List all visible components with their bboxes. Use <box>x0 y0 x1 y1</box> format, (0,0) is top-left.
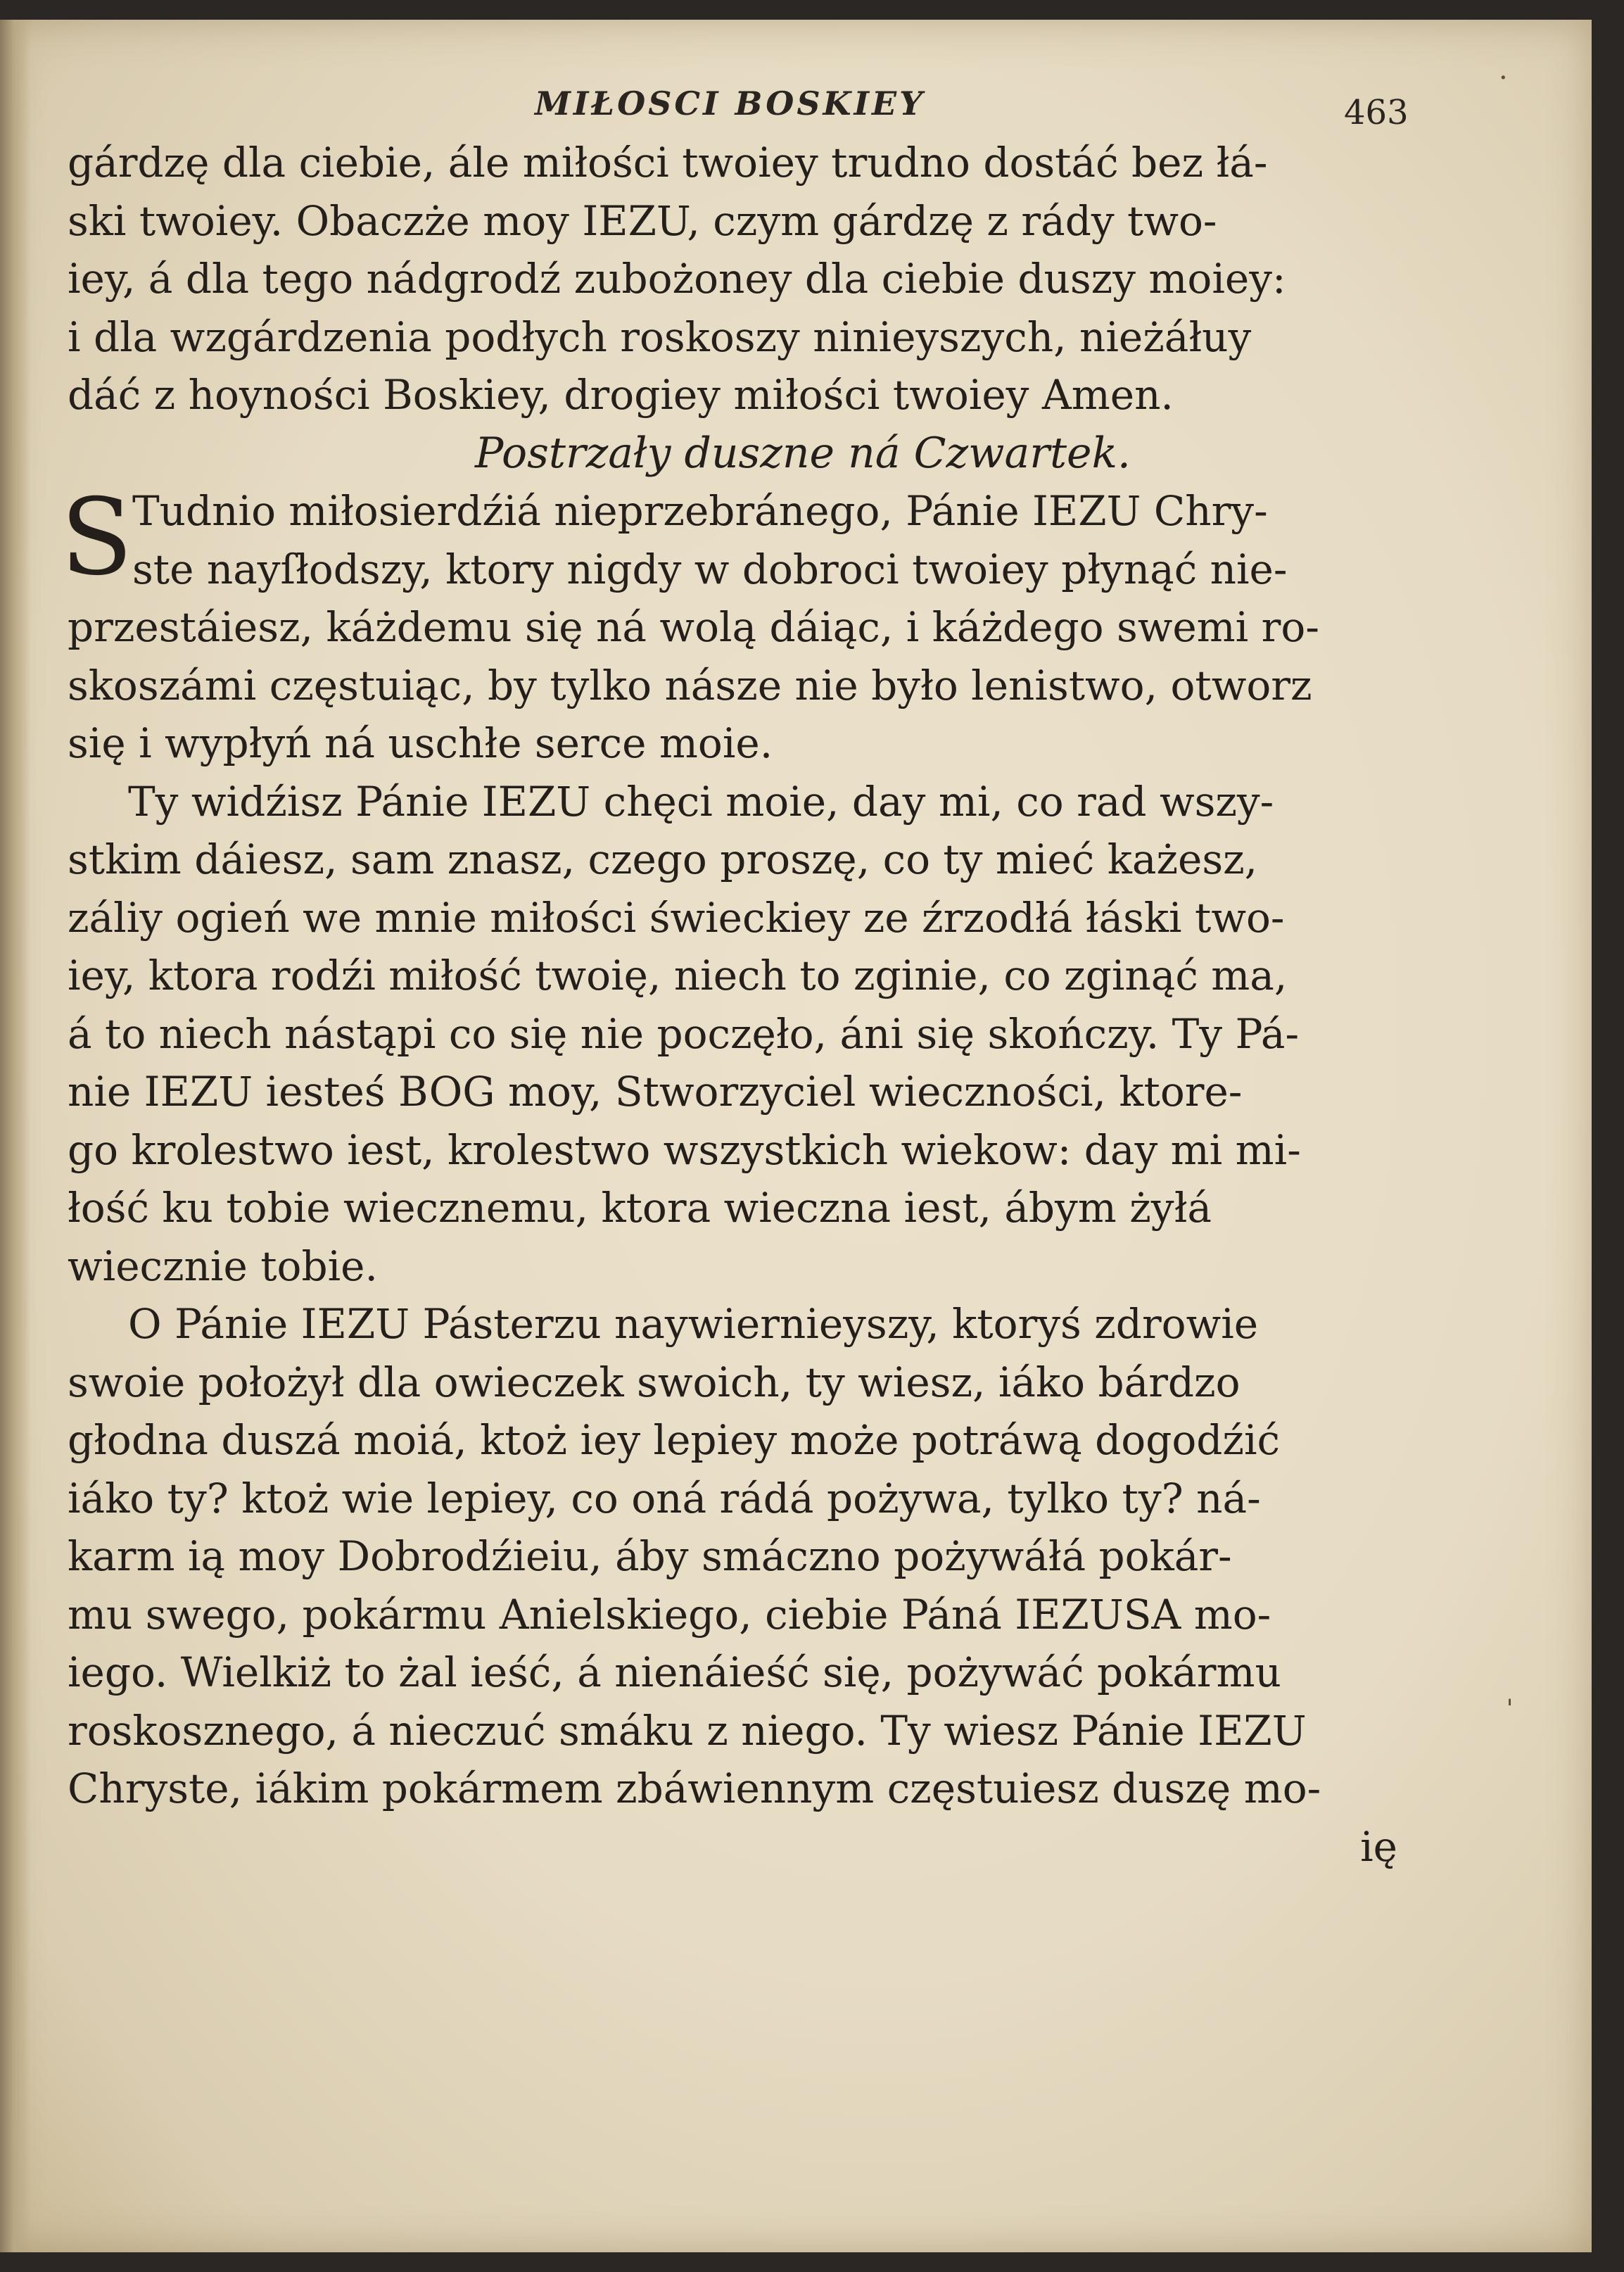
edge-speck: ˈ <box>1506 1695 1514 1727</box>
text-line: nie IEZU iesteś BOG moy, Stworzyciel wieczności, ktore- <box>68 1068 1243 1116</box>
running-head: MIŁOSCI BOSKIEY <box>535 84 925 122</box>
text-line: dáć z hoyności Boskiey, drogiey miłości twoiey Amen. <box>68 371 1174 419</box>
binding-gutter <box>0 20 31 2252</box>
text-line: swoie położył dla owieczek swoich, ty wiesz, iáko bárdzo <box>68 1358 1241 1406</box>
paragraph-3 <box>68 773 1426 1296</box>
paragraph-4 <box>68 1295 1426 1818</box>
page-header <box>0 84 1592 141</box>
text-line: O Pánie IEZU Pásterzu naywiernieyszy, ktoryś zdrowie <box>128 1300 1259 1348</box>
text-line: się i wypłyń ná uschłe serce moie. <box>68 719 773 767</box>
text-line: karm ią moy Dobrodźieiu, áby smáczno pożywáłá pokár- <box>68 1532 1232 1580</box>
text-line: wiecznie tobie. <box>68 1242 378 1290</box>
text-line: go krolestwo iest, krolestwo wszystkich wiekow: day mi mi- <box>68 1125 1301 1174</box>
paragraph-1 <box>68 134 1426 424</box>
text-line: ski twoiey. Obaczże moy IEZU, czym gárdzę z rády two- <box>68 196 1217 245</box>
text-line: Tudnio miłosierdźiá nieprzebránego, Pánie IEZU Chry- <box>132 487 1268 535</box>
edge-speck: · <box>1499 62 1508 94</box>
text-line: przestáiesz, káżdemu się ná wolą dáiąc, i káżdego swemi ro- <box>68 603 1319 651</box>
section-heading: Postrzały duszne ná Czwartek. <box>475 428 1131 478</box>
text-line: głodna duszá moiá, ktoż iey lepiey może potráwą dogodźić <box>68 1416 1280 1464</box>
text-line: Ty widźisz Pánie IEZU chęci moie, day mi, co rad wszy- <box>128 777 1274 826</box>
text-line: roskosznego, á nieczuć smáku z niego. Ty wiesz Pánie IEZU <box>68 1706 1307 1755</box>
text-line: iey, ktora rodźi miłość twoię, niech to zginie, co zginąć ma, <box>68 952 1288 999</box>
text-line: łość ku tobie wiecznemu, ktora wieczna iest, ábym żyłá <box>68 1184 1212 1232</box>
text-line: Chryste, iákim pokármem zbáwiennym częstuiesz duszę mo- <box>68 1765 1321 1812</box>
text-line: á to niech nástąpi co się nie poczęło, áni się skończy. Ty Pá- <box>68 1009 1300 1058</box>
text-line: skoszámi częstuiąc, by tylko násze nie było lenistwo, otworz <box>68 661 1312 709</box>
catchword: ię <box>1360 1822 1397 1871</box>
text-line: gárdzę dla ciebie, ále miłości twoiey trudno dostáć bez łá- <box>68 139 1268 187</box>
text-line: iey, á dla tego nádgrodź zubożoney dla ciebie duszy moiey: <box>68 255 1286 303</box>
text-line: iáko ty? ktoż wie lepiey, co oná rádá pożywa, tylko ty? ná- <box>68 1474 1261 1522</box>
drop-capital: S <box>61 477 133 599</box>
text-line: záliy ogień we mnie miłości świeckiey ze źrzodłá łáski two- <box>68 893 1285 942</box>
text-line: i dla wzgárdzenia podłych roskoszy ninieyszych, nieżáłuy <box>68 313 1252 361</box>
text-line: stkim dáiesz, sam znasz, czego proszę, co ty mieć każesz, <box>68 835 1258 883</box>
text-line: ste nayſłodszy, ktory nigdy w dobroci twoiey płynąć nie- <box>132 545 1288 593</box>
page-number: 463 <box>1344 93 1409 132</box>
text-line: iego. Wielkiż to żal ieść, á nienáieść się, pożywáć pokármu <box>68 1648 1281 1696</box>
book-page <box>0 20 1592 2252</box>
main-text <box>61 134 1426 1876</box>
text-line: mu swego, pokármu Anielskiego, ciebie Páná IEZUSA mo- <box>68 1590 1271 1639</box>
paragraph-2 <box>61 477 1426 773</box>
